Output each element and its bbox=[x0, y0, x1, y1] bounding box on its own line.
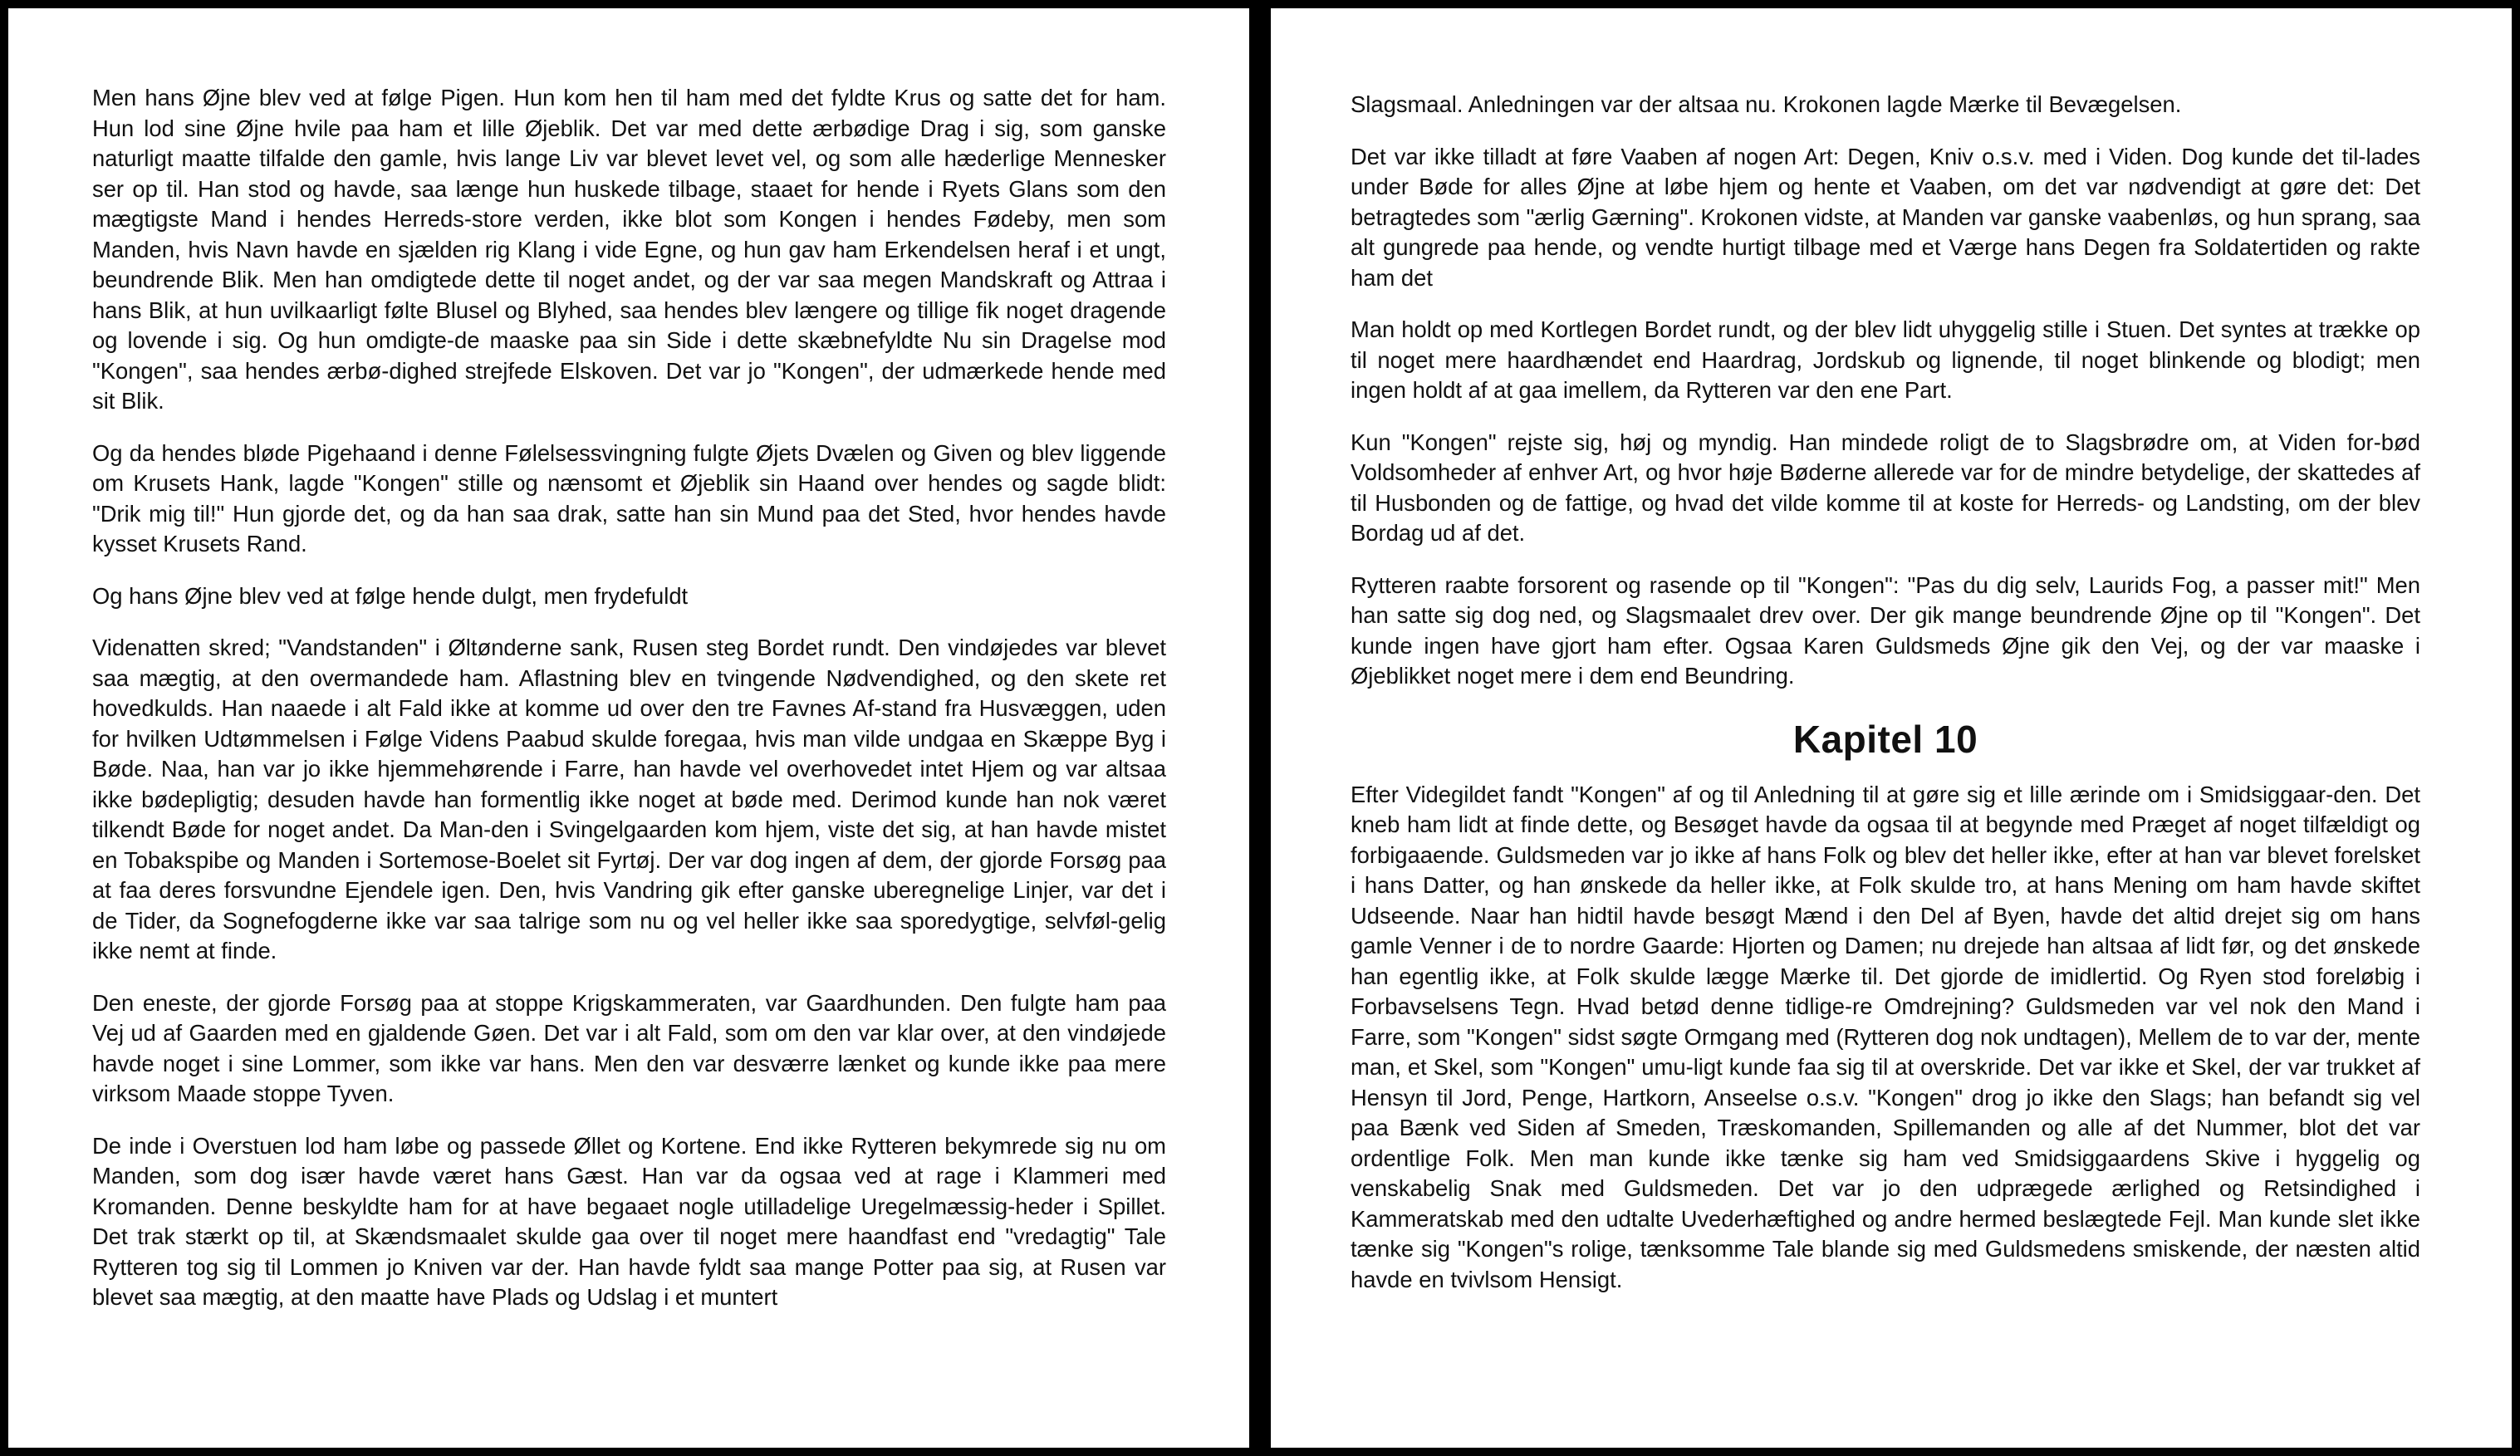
right-page bbox=[1271, 8, 2512, 1448]
right-paragraph-1: Slagsmaal. Anledningen var der altsaa nu. Krokonen lagde Mærke til Bevægelsen. bbox=[1351, 91, 2182, 117]
right-paragraph-4: Kun "Kongen" rejste sig, høj og myndig. Han mindede roligt de to Slagsbrødre om, at Viden for-bød Voldsomheder af enhver Art, og hvor høje Bøderne allerede var for de mindre betydelige, der skattedes af til Husbonden og de fattige, og hvad det vilde komme til at koste for Herreds- og Landsting, om der blev Bordag ud af det. bbox=[1351, 429, 2420, 546]
left-paragraph-3: Og hans Øjne blev ved at følge hende dulgt, men frydefuldt bbox=[92, 582, 689, 609]
right-paragraph-6: Efter Videgildet fandt "Kongen" af og til Anledning til at gøre sig et lille ærinde om i Smidsiggaar-den. Det kneb ham lidt at finde dette, og Besøget havde da ogsaa til at begynde med Præget af noget tilfældigt og forbigaaende. Guldsmeden var jo ikke af hans Folk og blev det heller ikke, efter at han var blevet forelsket i hans Datter, og han ønskede da heller ikke, at Folk skulde tro, at hans Mening om ham havde skiftet Udseende. Naar han hidtil havde besøgt Mænd i den Del af Byen, havde det altid drejet sig om hans gamle Venner i de to nordre Gaarde: Hjorten og Damen; nu drejede han altsaa af lidt før, og det ønskede han egentlig ikke, at Folk skulde lægge Mærke til. Det gjorde de imidlertid. Og Ryen stod foreløbig i Forbavselsens Tegn. Hvad betød denne tidlige-re Omdrejning? Guldsmeden var vel nok den Mand i Farre, som "Kongen" sidst søgte Ormgang med (Rytteren dog nok undtagen), Mellem de to var der, mente man, et Skel, som "Kongen" umu-ligt kunde faa sig til at overskride. Det var ikke et Skel, der var trukket af Hensyn til Jord, Penge, Hartkorn, Anseelse o.s.v. "Kongen" drog jo ikke den Slags; han befandt sig vel paa Bænk ved Siden af Smeden, Træskomanden, Spillemanden og alle af det Nummer, blot det var ordentlige Folk. Men man kunde ikke tænke sig ham ved Smidsiggaardens Skive i hyggelig og venskabelig Snak med Guldsmeden. Det var jo den udprægede ærlighed og Retsindighed i Kammeratskab med den udtalte Uvederhæftighed og andre hermed beslægtede Fejl. Man kunde slet ikke tænke sig "Kongen"s rolige, tænksomme Tale blande sig med Guldsmedens smiskende, der næsten altid havde en tvivlsom Hensigt. bbox=[1351, 781, 2420, 1292]
chapter-title: Kapitel 10 bbox=[1792, 717, 1978, 761]
right-paragraph-3: Man holdt op med Kortlegen Bordet rundt, og der blev lidt uhyggelig stille i Stuen. Det syntes at trække op til noget mere haardhændet end Haardrag, Jordskub og lignende, til noget blinkende og blodigt; men ingen holdt af at gaa imellem, da Rytteren var den ene Part. bbox=[1351, 316, 2420, 403]
left-paragraph-5: Den eneste, der gjorde Forsøg paa at stoppe Krigskammeraten, var Gaardhunden. Den fulgte ham paa Vej ud af Gaarden med en gjaldende Gøen. Det var i alt Fald, som om den var klar over, at den vindøjede havde noget i sine Lommer, som ikke var hans. Men den var desværre lænket og kunde ikke paa mere virksom Maade stoppe Tyven. bbox=[92, 989, 1166, 1106]
left-page bbox=[8, 8, 1249, 1448]
left-paragraph-4: Videnatten skred; "Vandstanden" i Øltønderne sank, Rusen steg Bordet rundt. Den vindøjedes var blevet saa mægtig, at den overmandede ham. Aflastning blev en tvingende Nødvendighed, og den skete ret hovedkulds. Han naaede i alt Fald ikke at komme ud over den tre Favnes Af-stand fra Husvæggen, uden for hvilken Udtømmelsen i Følge Videns Paabud skulde foregaa, hvis man vilde undgaa en Skæppe Byg i Bøde. Naa, han var jo ikke hjemmehørende i Farre, han havde vel overhovedet intet Hjem og var altsaa ikke bødepligtig; desuden havde han formentlig ikke noget at bøde med. Derimod kunde han nok været tilkendt Bøde for noget andet. Da Man-den i Svingelgaarden kom hjem, viste det sig, at han havde mistet en Tobakspibe og Manden i Sortemose-Boelet sit Fyrtøj. Der var dog ingen af dem, der gjorde Forsøg paa at faa deres forsvundne Ejendele igen. Den, hvis Vandring gik efter ganske uberegnelige Linjer, var det i de Tider, da Sognefogderne ikke var saa talrige som nu og vel heller ikke saa sporedygtige, selvføl-gelig ikke nemt at finde. bbox=[92, 635, 1166, 963]
right-paragraph-5: Rytteren raabte forsorent og rasende op til "Kongen": "Pas du dig selv, Laurids Fog, a passer mit!" Men han satte sig dog ned, og Slagsmaalet drev over. Der gik mange beundrende Øjne op til "Kongen". Det kunde ingen have gjort ham efter. Ogsaa Karen Guldsmeds Øjne gik den Vej, og der var maaske i Øjeblikket noget mere i dem end Beundring. bbox=[1351, 571, 2420, 689]
right-paragraph-2: Det var ikke tilladt at føre Vaaben af nogen Art: Degen, Kniv o.s.v. med i Viden. Dog kunde det til-lades under Bøde for alles Øjne at løbe hjem og hente et Vaaben, om det var nødvendigt at gøre det: Det betragtedes som "ærlig Gærning". Krokonen vidste, at Manden var ganske vaabenløs, og hun sprang, saa alt gungrede paa hende, og vendte hurtigt tilbage med et Værge hans Degen fra Soldatertiden og rakte ham det bbox=[1351, 143, 2420, 291]
left-paragraph-1: Men hans Øjne blev ved at følge Pigen. Hun kom hen til ham med det fyldte Krus og satte det for ham. Hun lod sine Øjne hvile paa ham et lille Øjeblik. Det var med dette ærbødige Drag i sig, som ganske naturligt maatte tilfalde den gamle, hvis lange Liv var blevet levet vel, og som alle hæderlige Mennesker ser op til. Han stod og havde, saa længe hun huskede tilbage, staaet for hende i Ryets Glans som den mægtigste Mand i hendes Herreds-store verden, ikke blot som Kongen i hendes Fødeby, men som Manden, hvis Navn havde en sjælden rig Klang i vide Egne, og hun gav ham Erkendelsen heraf i et ungt, beundrende Blik. Men han omdigtede dette til noget andet, og der var saa megen Mandskraft og Attraa i hans Blik, at hun uvilkaarligt følte Blusel og Blyhed, saa hendes blev længere og tillige fik noget dragende og lovende i sig. Og hun omdigte-de maaske paa sin Side i dette skæbnefyldte Nu sin Dragelse mod "Kongen", saa hendes ærbø-dighed strejfede Elskoven. Det var jo "Kongen", der udmærkede hende med sit Blik. bbox=[92, 85, 1166, 414]
left-paragraph-2: Og da hendes bløde Pigehaand i denne Følelsessvingning fulgte Øjets Dvælen og Given og blev liggende om Krusets Hank, lagde "Kongen" stille og nænsomt et Øjeblik sin Haand over hendes og sagde blidt: "Drik mig til!" Hun gjorde det, og da han saa drak, satte han sin Mund paa det Sted, hvor hendes havde kysset Krusets Rand. bbox=[92, 439, 1166, 556]
left-paragraph-6: De inde i Overstuen lod ham løbe og passede Øllet og Kortene. End ikke Rytteren bekymrede sig nu om Manden, som dog især havde været hans Gæst. Han var da ogsaa ved at rage i Klammeri med Kromanden. Denne beskyldte ham for at have begaaet nogle utilladelige Uregelmæssig-heder i Spillet. Det trak stærkt op til, at Skændsmaalet skulde gaa over til noget mere haandfast end "vredagtig" Tale Rytteren tog sig til Lommen jo Kniven var der. Han havde fyldt saa mange Potter paa sig, at Rusen var blevet saa mægtig, at den maatte have Plads og Udslag i et muntert bbox=[92, 1132, 1166, 1310]
